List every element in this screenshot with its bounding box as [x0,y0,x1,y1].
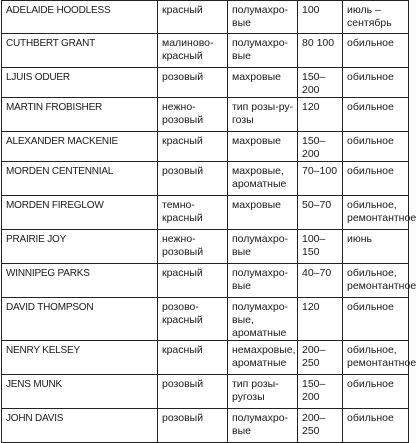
variety-name: PRAIRIE JOY [2,230,158,264]
bloom-period: обильное, ремонтантное [343,264,409,298]
plant-height: 200–250 [298,409,343,443]
table-row [2,68,409,98]
variety-name: MORDEN CENTENNIAL [2,162,158,196]
flower-form: немахровые, ароматные [228,341,298,375]
variety-name: MARTIN FROBISHER [2,98,158,132]
bloom-period: обильное [343,34,409,68]
variety-name: ALEXANDER MACKENIE [2,132,158,162]
bloom-period: обильное [343,132,409,162]
plant-height: 80 100 [298,34,343,68]
flower-color: нежно- розовый [158,98,228,132]
table-row [2,230,409,264]
table-row [2,264,409,298]
flower-form: махровые [228,196,298,230]
bloom-period: обильное [343,162,409,196]
table-row [2,341,409,375]
plant-height: 150–200 [298,68,343,98]
variety-name: ADELAIDE HOODLESS [2,1,158,34]
flower-form: махровые, ароматные [228,162,298,196]
bloom-period: обильное [343,409,409,443]
plant-height: 50–70 [298,196,343,230]
flower-form: тип розы- ругозы [228,375,298,409]
variety-name: CUTHBERT GRANT [2,34,158,68]
bloom-period: обильное [343,375,409,409]
table-row [2,375,409,409]
variety-name: DAVID THOMPSON [2,298,158,341]
plant-height: 150–200 [298,375,343,409]
plant-height: 100 [298,1,343,34]
plant-height: 120 [298,98,343,132]
flower-form: махровые [228,132,298,162]
table-row [2,34,409,68]
bloom-period: обильное, ремонтантное [343,196,409,230]
flower-color: розовый [158,162,228,196]
flower-color: розовый [158,409,228,443]
flower-form: тип розы-ру- гозы [228,98,298,132]
table-row [2,98,409,132]
flower-color: розовый [158,375,228,409]
bloom-period: обильное, ремонтантное [343,341,409,375]
flower-color: нежно- розовый [158,230,228,264]
variety-name: LJUIS ODUER [2,68,158,98]
table-row [2,132,409,162]
flower-form: полумахро- вые [228,230,298,264]
plant-height: 150–200 [298,132,343,162]
bloom-period: обильное [343,68,409,98]
table-row [2,409,409,443]
variety-name: JENS MUNK [2,375,158,409]
rose-varieties-table [1,0,416,443]
flower-color: темно- красный [158,196,228,230]
plant-height: 200–250 [298,341,343,375]
table-row [2,1,409,34]
bloom-period: июнь [343,230,409,264]
flower-form: полумахро- вые [228,34,298,68]
flower-form: полумахро- вые, ароматные [228,298,298,341]
flower-form: полумахро- вые [228,264,298,298]
table-row [2,162,409,196]
flower-color: розовый [158,68,228,98]
flower-form: махровые [228,68,298,98]
flower-color: красный [158,132,228,162]
variety-name: JOHN DAVIS [2,409,158,443]
plant-height: 120 [298,298,343,341]
bloom-period: обильное [343,98,409,132]
flower-color: красный [158,1,228,34]
plant-height: 40–70 [298,264,343,298]
table-row [2,196,409,230]
variety-name: NENRY KELSEY [2,341,158,375]
flower-form: полумахро- вые [228,409,298,443]
flower-form: полумахро- вые [228,1,298,34]
plant-height: 70–100 [298,162,343,196]
flower-color: розово- красный [158,298,228,341]
flower-color: малиново- красный [158,34,228,68]
table-row [2,298,409,341]
bloom-period: обильное [343,298,409,341]
bloom-period: июль – сентябрь [343,1,409,34]
flower-color: красный [158,341,228,375]
variety-name: MORDEN FIREGLOW [2,196,158,230]
plant-height: 100–150 [298,230,343,264]
flower-color: красный [158,264,228,298]
variety-name: WINNIPEG PARKS [2,264,158,298]
